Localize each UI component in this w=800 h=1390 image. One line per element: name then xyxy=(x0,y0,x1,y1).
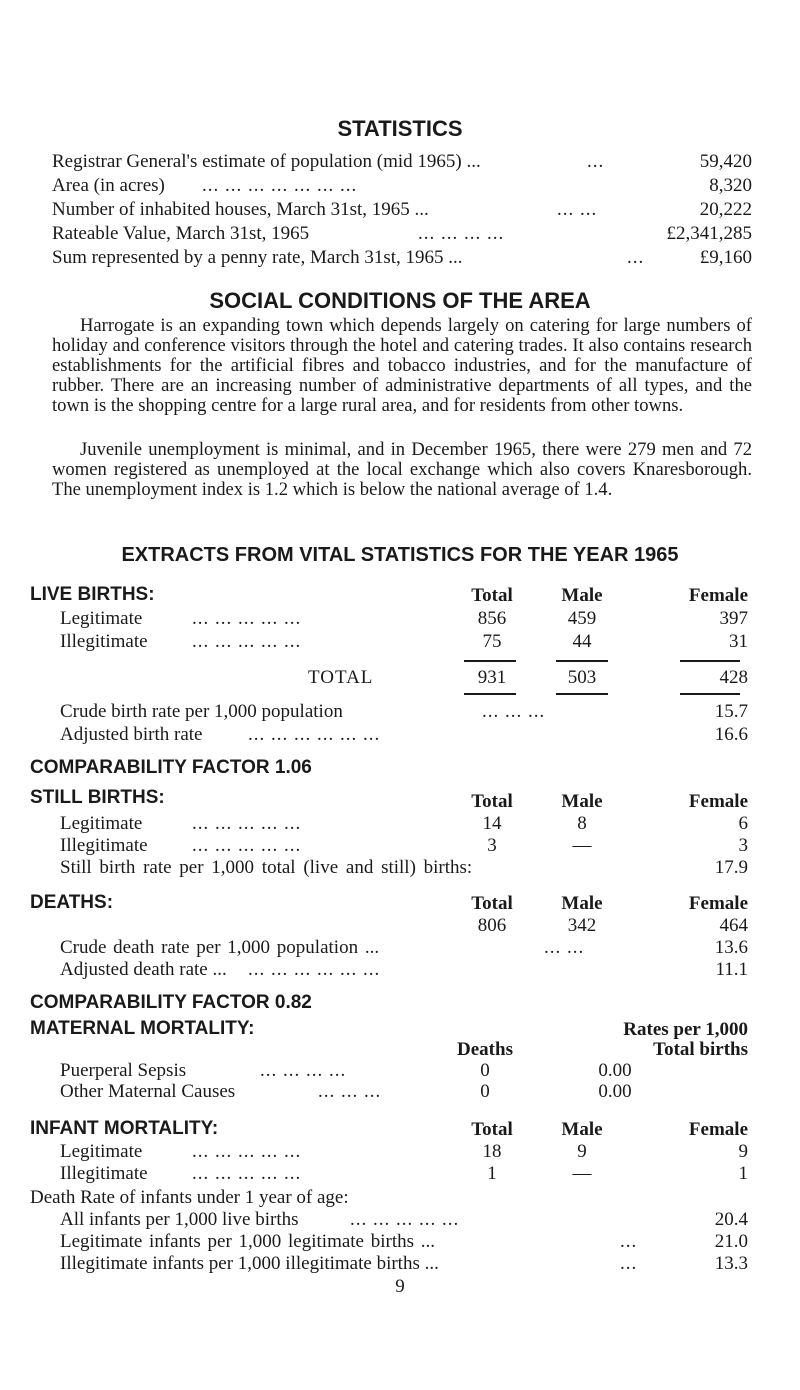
deaths-header xyxy=(0,892,800,916)
value-male: — xyxy=(572,1163,592,1184)
value-male: 44 xyxy=(572,631,592,652)
col-total: Total xyxy=(471,893,513,914)
page-number: 9 xyxy=(395,1276,405,1297)
infant-header xyxy=(0,1118,800,1142)
value-female: 9 xyxy=(738,1141,748,1162)
live-births-legitimate: Legitimate ... ... ... ... ... 856 459 397 xyxy=(60,608,748,629)
stat-row-rateable xyxy=(52,222,752,246)
live-births-illegitimate: Illegitimate ... ... ... ... ... 75 44 31 xyxy=(60,631,748,652)
infant-mortality-heading: INFANT MORTALITY: xyxy=(30,1118,219,1139)
infant-rate-heading xyxy=(0,1186,800,1210)
stat-value: 8,320 xyxy=(709,175,752,196)
value-total: 18 xyxy=(482,1141,502,1162)
stat-value: 59,420 xyxy=(699,151,752,172)
rule-female-top xyxy=(680,660,740,662)
value-female: 6 xyxy=(738,813,748,834)
social-paragraph-1: Harrogate is an expanding town which depends largely on catering for large numbers of holiday and conference visitors through the hotel and catering trades. It also contains research establishments for the artificial fibres and tobacco industries, and for the manufacture of rubber. There are an increasing number of administrative departments of all types, and the town is the shopping centre for a large rural area, and for residents from other towns. xyxy=(52,315,752,416)
value: 16.6 xyxy=(714,724,748,745)
row-label: Death Rate of infants under 1 year of age: xyxy=(30,1187,349,1208)
value: 20.4 xyxy=(714,1209,748,1230)
value: 13.3 xyxy=(714,1253,748,1274)
stat-label: Registrar General's estimate of population (mid 1965) ... xyxy=(52,151,481,172)
row-label: All infants per 1,000 live births xyxy=(60,1209,299,1230)
rates-header: Rates per 1,000 xyxy=(623,1019,748,1040)
stat-dots: ... xyxy=(627,247,645,268)
col-female: Female xyxy=(688,585,748,606)
col-total-births: Total births xyxy=(653,1039,748,1060)
stat-dots: ... ... xyxy=(557,199,598,220)
stat-value: 20,222 xyxy=(699,199,752,220)
value-total: 3 xyxy=(487,835,497,856)
row-label: Legitimate xyxy=(60,813,143,834)
row-label: Legitimate infants per 1,000 legitimate births ... xyxy=(60,1231,436,1252)
value-female: 428 xyxy=(719,667,748,688)
stat-label: Number of inhabited houses, March 31st, 1965 ... xyxy=(52,199,429,220)
live-births-total xyxy=(0,666,800,690)
birth-comparability-factor: COMPARABILITY FACTOR 1.06 xyxy=(30,757,312,778)
value-total: 14 xyxy=(482,813,502,834)
row-label: Adjusted death rate ... xyxy=(60,959,227,980)
row-label: Illegitimate xyxy=(60,835,148,856)
deaths-values xyxy=(0,914,800,938)
maternal-other: Other Maternal Causes ... ... ... 0 0.00 xyxy=(0,1080,800,1104)
rule-male-bottom xyxy=(556,693,608,695)
col-total: Total xyxy=(471,585,513,606)
statistics-title: STATISTICS xyxy=(337,116,463,141)
col-female: Female xyxy=(688,791,748,812)
value-total: 806 xyxy=(477,915,507,936)
infant-all-rate: All infants per 1,000 live births ... ... ... ... ... 20.4 xyxy=(60,1209,748,1230)
col-total: Total xyxy=(471,791,513,812)
value: 21.0 xyxy=(714,1231,748,1252)
value-male: 8 xyxy=(577,813,587,834)
row-label: Legitimate xyxy=(60,608,143,629)
stat-label: Sum represented by a penny rate, March 31st, 1965 ... xyxy=(52,247,463,268)
adjusted-birth-rate: Adjusted birth rate ... ... ... ... ... ... 16.6 xyxy=(60,724,748,745)
stat-label: Area (in acres) xyxy=(52,175,165,196)
value-male: 342 xyxy=(567,915,597,936)
row-label: Illegitimate xyxy=(60,631,148,652)
col-male: Male xyxy=(561,585,603,606)
stat-dots: ... ... ... ... xyxy=(418,223,505,244)
rule-total-bottom xyxy=(464,693,516,695)
total-label: TOTAL xyxy=(308,667,374,688)
stat-dots: ... xyxy=(587,151,605,172)
value-female: 397 xyxy=(719,608,748,629)
value-total: 856 xyxy=(477,608,507,629)
value-female: 1 xyxy=(738,1163,748,1184)
col-male: Male xyxy=(561,791,603,812)
col-female: Female xyxy=(688,1119,748,1140)
stat-value: £9,160 xyxy=(699,247,752,268)
col-female: Female xyxy=(688,893,748,914)
crude-death-rate: Crude death rate per 1,000 population ... ... ... 13.6 xyxy=(60,937,748,958)
row-label: Adjusted birth rate xyxy=(60,724,203,745)
stat-row-penny-rate xyxy=(52,246,752,270)
rule-total-top xyxy=(464,660,516,662)
value-deaths: 0 xyxy=(480,1060,490,1081)
infant-illegitimate: Illegitimate ... ... ... ... ... 1 — 1 xyxy=(60,1163,748,1184)
rule-female-bottom xyxy=(680,693,740,695)
still-birth-rate xyxy=(0,856,800,880)
infant-legit-rate: Legitimate infants per 1,000 legitimate births ... ... 21.0 xyxy=(60,1231,748,1252)
value-female: 464 xyxy=(719,915,748,936)
stat-label: Rateable Value, March 31st, 1965 xyxy=(52,223,310,244)
value-total: 931 xyxy=(477,667,507,688)
maternal-mortality-heading: MATERNAL MORTALITY: xyxy=(30,1018,255,1039)
adjusted-death-rate: Adjusted death rate ... ... ... ... ... ... ... 11.1 xyxy=(60,959,748,980)
col-total: Total xyxy=(471,1119,513,1140)
row-label: Crude death rate per 1,000 population ... xyxy=(60,937,380,958)
stat-value: £2,341,285 xyxy=(666,223,752,244)
death-comparability-factor: COMPARABILITY FACTOR 0.82 xyxy=(30,992,312,1013)
col-male: Male xyxy=(561,1119,603,1140)
row-label: Crude birth rate per 1,000 population xyxy=(60,701,343,722)
value-rate: 0.00 xyxy=(598,1060,632,1081)
row-label: Legitimate xyxy=(60,1141,143,1162)
stat-dots: ... ... ... ... ... ... ... xyxy=(202,175,358,196)
maternal-sepsis: Puerperal Sepsis ... ... ... ... 0 0.00 xyxy=(0,1059,800,1083)
social-paragraph-2: Juvenile unemployment is minimal, and in December 1965, there were 279 men and 72 women registered as unemployed at the local exchange which also covers Knaresborough. The unemployment index is 1.2 which is below the national average of 1.4. xyxy=(52,439,752,500)
live-births-heading: LIVE BIRTHS: xyxy=(30,584,155,605)
rule-male-top xyxy=(556,660,608,662)
value-male: 503 xyxy=(567,667,597,688)
value: 17.9 xyxy=(714,857,748,878)
value-rate: 0.00 xyxy=(598,1081,632,1102)
value: 11.1 xyxy=(715,959,748,980)
col-deaths: Deaths xyxy=(457,1039,513,1060)
row-label: Still birth rate per 1,000 total (live and still) births: xyxy=(60,857,473,878)
social-title: SOCIAL CONDITIONS OF THE AREA xyxy=(209,288,591,313)
still-births-legitimate: Legitimate ... ... ... ... ... 14 8 6 xyxy=(60,813,748,834)
value-male: 459 xyxy=(567,608,597,629)
live-births-header xyxy=(0,584,800,608)
still-births-header xyxy=(0,790,800,814)
row-label: Other Maternal Causes xyxy=(60,1081,236,1102)
value-male: — xyxy=(572,835,592,856)
infant-legitimate: Legitimate ... ... ... ... ... 18 9 9 xyxy=(60,1141,748,1162)
value-female: 31 xyxy=(729,631,748,652)
row-label: Puerperal Sepsis xyxy=(60,1060,187,1081)
row-label: Illegitimate infants per 1,000 illegitimate births ... xyxy=(60,1253,439,1274)
stat-row-houses xyxy=(52,198,752,222)
crude-birth-rate: Crude birth rate per 1,000 population ... ... ... 15.7 xyxy=(60,701,748,722)
deaths-heading: DEATHS: xyxy=(30,892,114,913)
row-label: Illegitimate xyxy=(60,1163,148,1184)
still-births-illegitimate: Illegitimate ... ... ... ... ... 3 — 3 xyxy=(60,835,748,856)
stat-row-area xyxy=(52,174,752,198)
value-female: 3 xyxy=(738,835,748,856)
value-deaths: 0 xyxy=(480,1081,490,1102)
col-male: Male xyxy=(561,893,603,914)
value: 15.7 xyxy=(714,701,748,722)
value: 13.6 xyxy=(714,937,748,958)
stat-row-population xyxy=(52,150,752,174)
still-births-heading: STILL BIRTHS: xyxy=(30,787,165,808)
value-male: 9 xyxy=(577,1141,587,1162)
infant-illegit-rate: Illegitimate infants per 1,000 illegitimate births ... ... 13.3 xyxy=(60,1253,748,1274)
vital-title: EXTRACTS FROM VITAL STATISTICS FOR THE YEAR 1965 xyxy=(121,544,679,566)
value-total: 1 xyxy=(487,1163,497,1184)
value-total: 75 xyxy=(482,631,502,652)
